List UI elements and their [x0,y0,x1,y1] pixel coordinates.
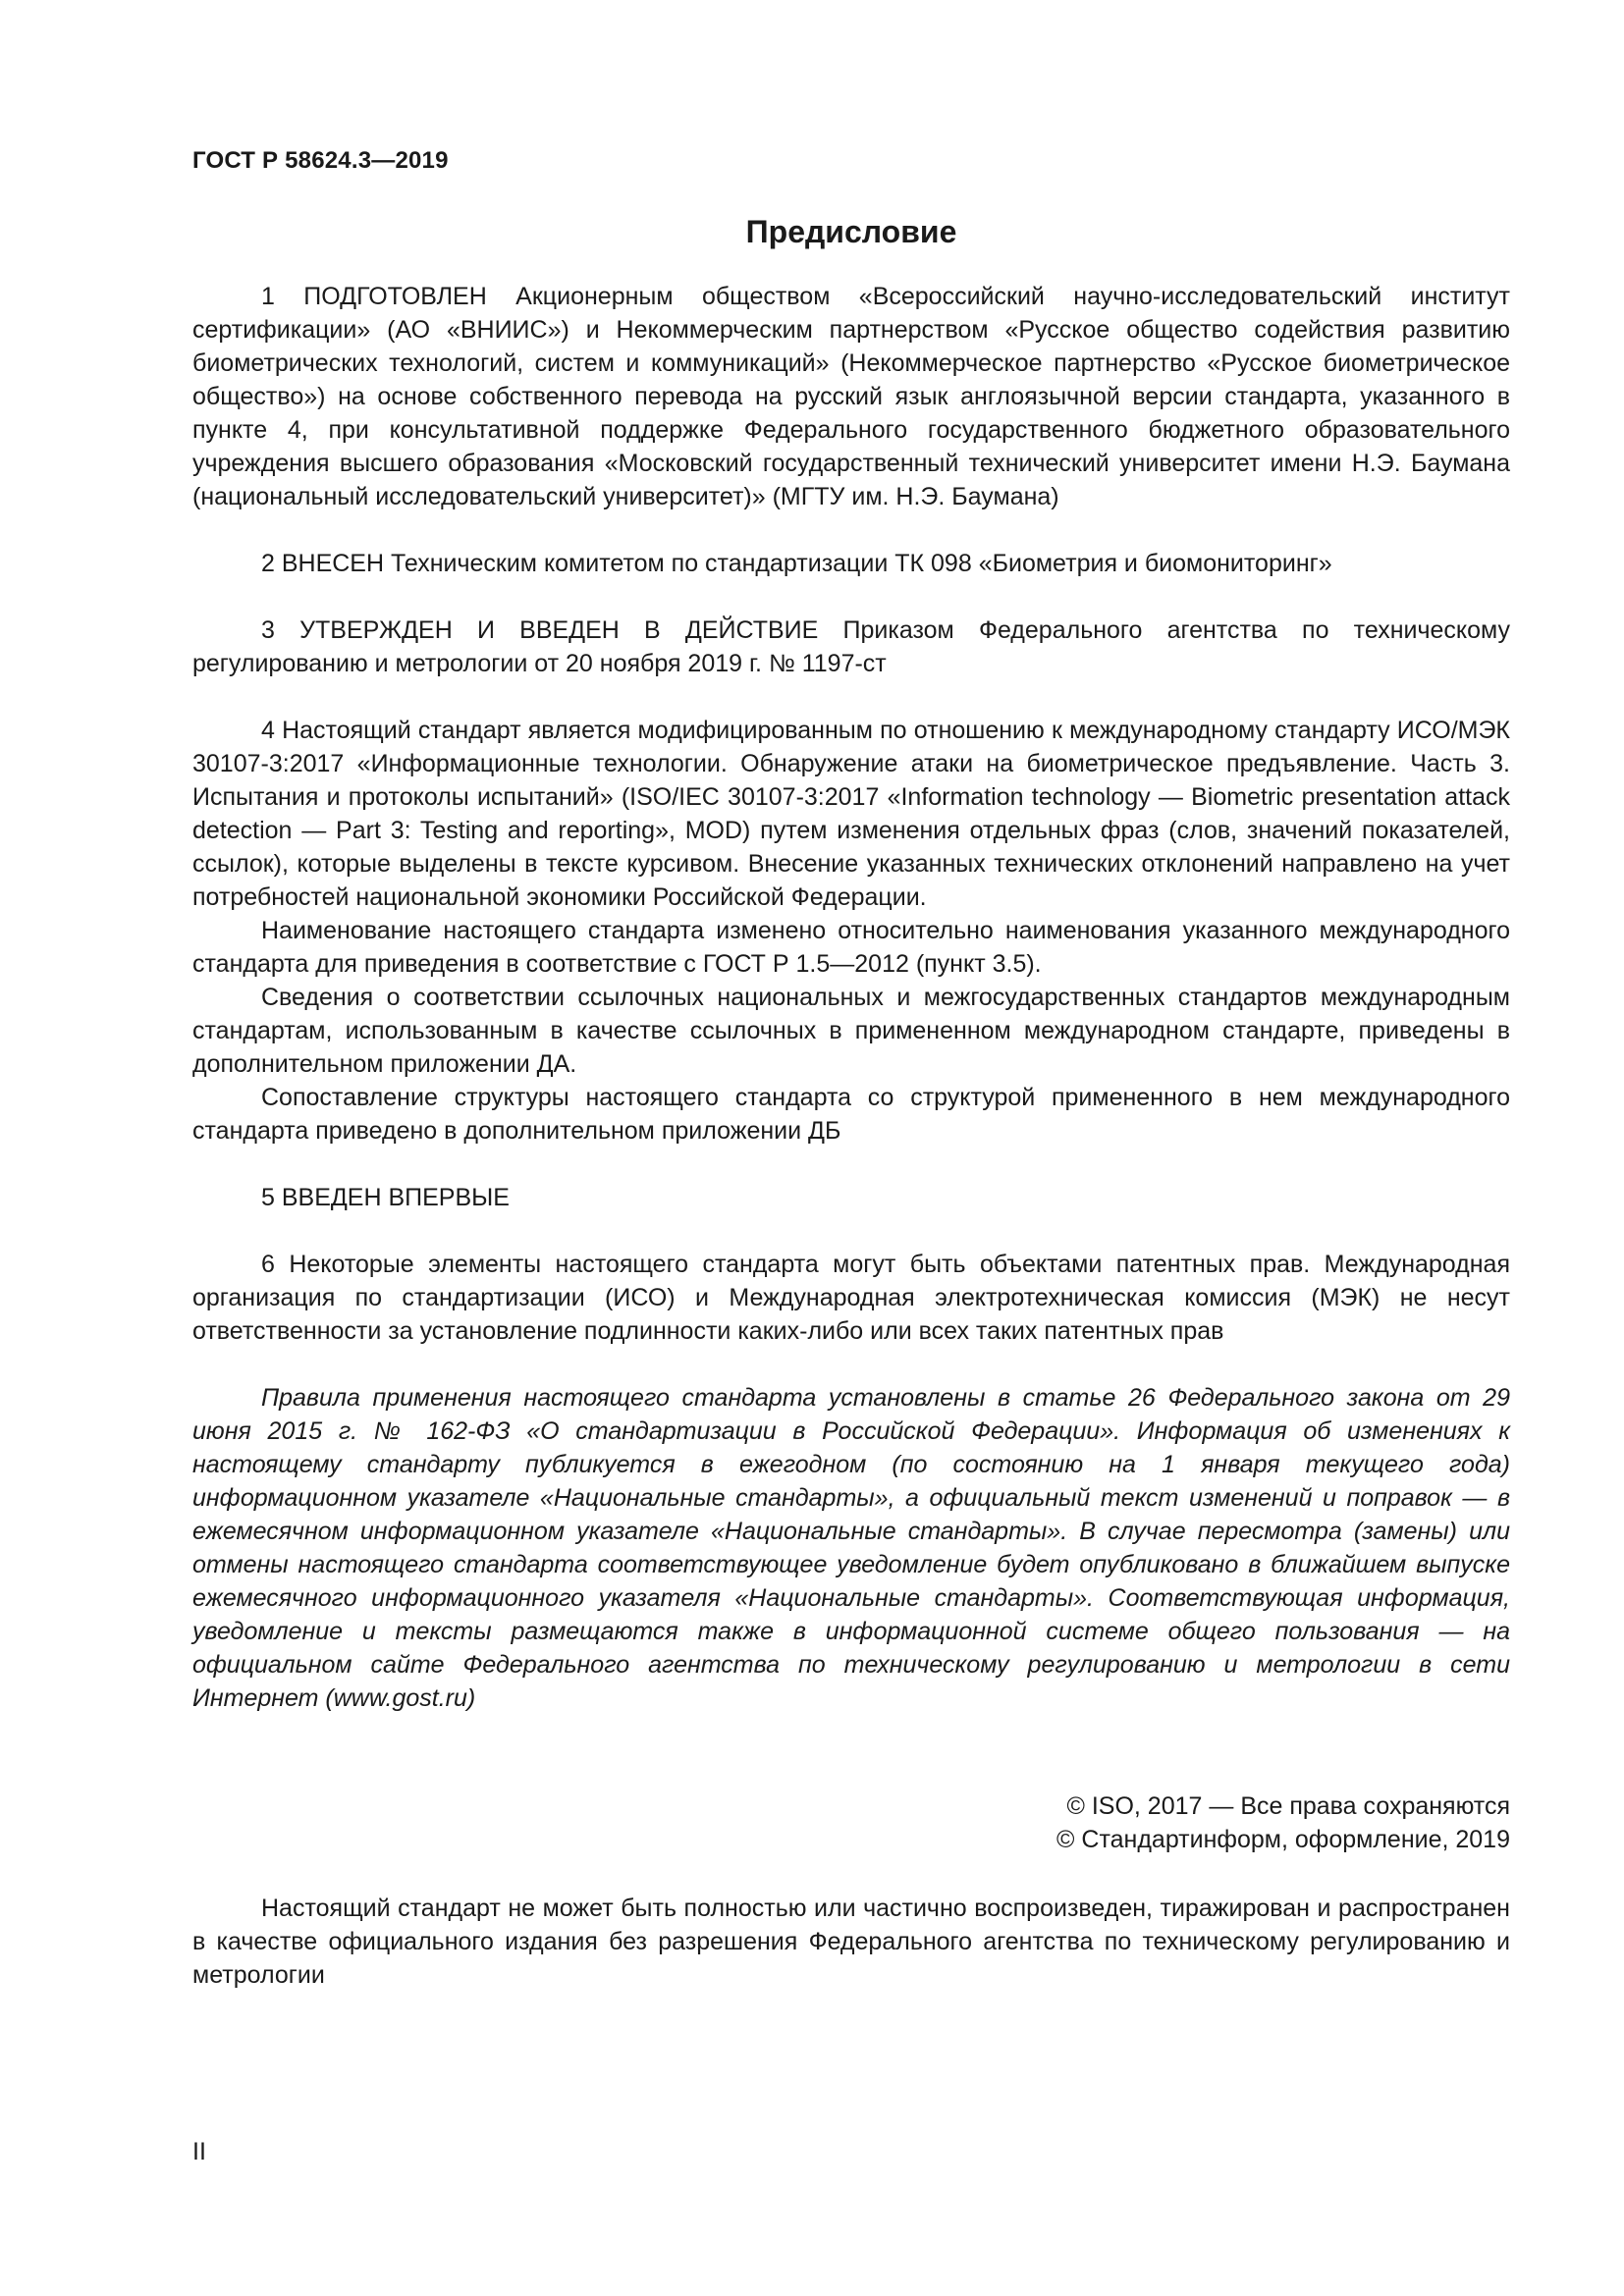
document-page [192,147,1510,1992]
page-number: II [192,2138,206,2165]
paragraph-4-structure: Сопоставление структуры настоящего стандарта со структурой примененного в нем международного стандарта приведено в дополнительном приложении ДБ [192,1084,1510,1145]
paragraph-4-references: Сведения о соответствии ссылочных национальных и межгосударственных стандартов международным стандартам, использованным в качестве ссылочных в примененном международном стандарте, приведены в дополнительном приложении ДА. [192,984,1510,1078]
paragraph-4-modified-standard: 4 Настоящий стандарт является модифицированным по отношению к международному стандарту ИСО/МЭК 30107-3:2017 «Информационные технологии. Обнаружение атаки на биометрическое предъявление. Часть 3. Испытания и протоколы испытаний» (ISO/IEC 30107-3:2017 «Information technology — Biometric presentation attack detection — Part 3: Testing and reporting», MOD) путем изменения отдельных фраз (слов, значений показателей, ссылок), которые выделены в тексте курсивом. Внесение указанных технических отклонений направлено на учет потребностей национальной экономики Российской Федерации. [192,717,1510,911]
application-rules-note: Правила применения настоящего стандарта установлены в статье 26 Федерального закона от 29 июня 2015 г. № 162-ФЗ «О стандартизации в Российской Федерации». Информация об изменениях к настоящему стандарту публикуется в ежегодном (по состоянию на 1 января текущего года) информационном указателе «Национальные стандарты», а официальный текст изменений и поправок — в ежемесячном информационном указателе «Национальные стандарты». В случае пересмотра (замены) или отмены настоящего стандарта соответствующее уведомление будет опубликовано в ближайшем выпуске ежемесячного информационного указателя «Национальные стандарты». Соответствующая информация, уведомление и тексты размещаются также в информационной системе общего пользования — на официальном сайте Федерального агентства по техническому регулированию и метрологии в сети Интернет (www.gost.ru) [192,1384,1510,1712]
legal-notice: Настоящий стандарт не может быть полностью или частично воспроизведен, тиражирован и распространен в качестве официального издания без разрешения Федерального агентства по техническому регулированию и метрологии [192,1895,1510,1989]
paragraph-2-introduced-by: 2 ВНЕСЕН Техническим комитетом по стандартизации ТК 098 «Биометрия и биомониторинг» [261,550,1332,577]
document-code: ГОСТ Р 58624.3—2019 [192,147,449,174]
paragraph-1-prepared-by: 1 ПОДГОТОВЛЕН Акционерным обществом «Всероссийский научно-исследовательский институт сертификации» (АО «ВНИИС») и Некоммерческим партнерством «Русское общество содействия развитию биометрических технологий, систем и коммуникаций» (Некоммерческое партнерство «Русское биометрическое общество») на основе собственного перевода на русский язык англоязычной версии стандарта, указанного в пункте 4, при консультативной поддержке Федерального государственного бюджетного образовательного учреждения высшего образования «Московский государственный технический университет имени Н.Э. Баумана (национальный исследовательский университет)» (МГТУ им. Н.Э. Баумана) [192,283,1510,510]
page-title: Предисловие [745,214,957,249]
paragraph-3-approved: 3 УТВЕРЖДЕН И ВВЕДЕН В ДЕЙСТВИЕ Приказом Федерального агентства по техническому регулированию и метрологии от 20 ноября 2019 г. № 1197-ст [192,616,1510,677]
copyright-standartinform: © Стандартинформ, оформление, 2019 [1056,1826,1510,1853]
paragraph-6-patents: 6 Некоторые элементы настоящего стандарта могут быть объектами патентных прав. Международная организация по стандартизации (ИСО) и Международная электротехническая комиссия (МЭК) не несут ответственности за установление подлинности каких-либо или всех таких патентных прав [192,1251,1510,1345]
copyright-iso: © ISO, 2017 — Все права сохраняются [1066,1792,1510,1820]
copyright-block [192,1789,1510,1856]
paragraph-4-name-change: Наименование настоящего стандарта изменено относительно наименования указанного международного стандарта для приведения в соответствие с ГОСТ Р 1.5—2012 (пункт 3.5). [192,917,1510,978]
paragraph-5-first-introduced: 5 ВВЕДЕН ВПЕРВЫЕ [261,1184,510,1211]
